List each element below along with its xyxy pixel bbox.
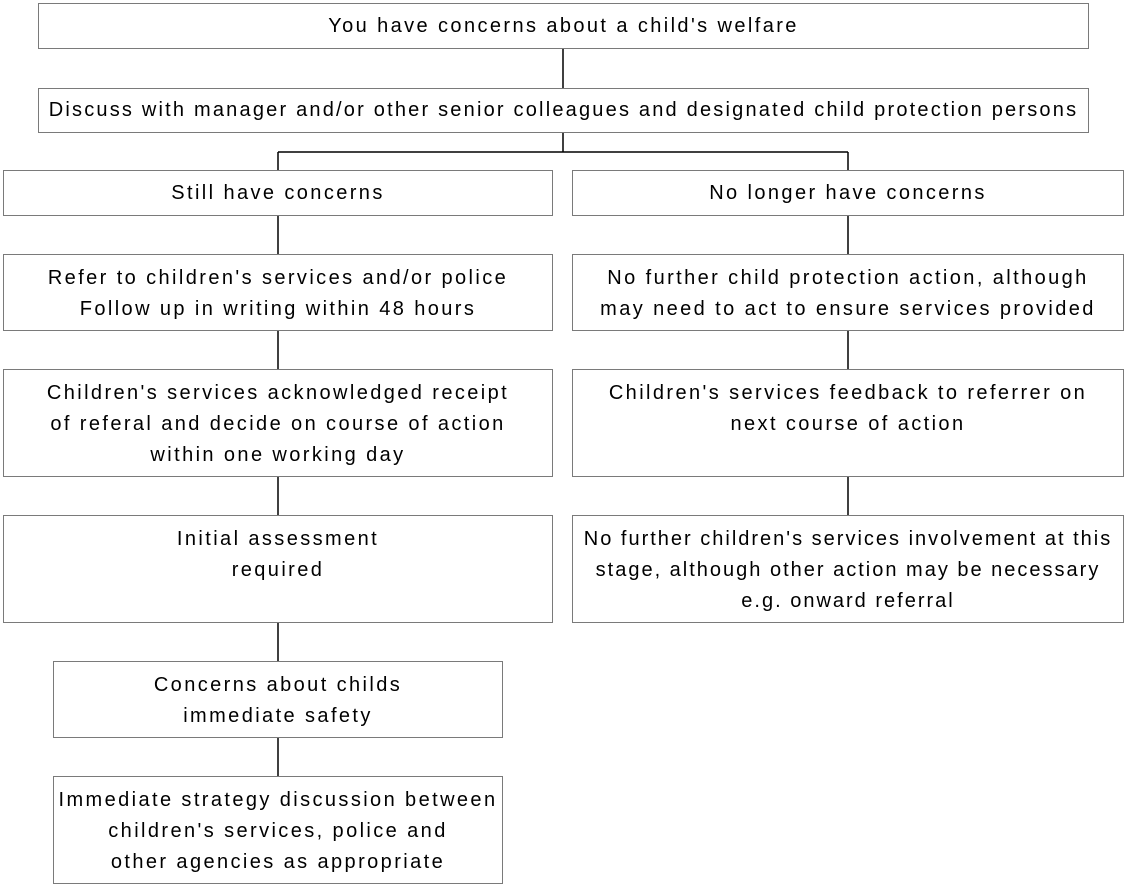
node-no-further-involvement-line-1: No further children's services involvement at this [583,528,1113,550]
node-no-further-involvement-line-3: e.g. onward referral [741,590,955,612]
node-no-further-cp-line-2: may need to act to ensure services provided [600,298,1096,320]
node-acknowledged-line-3: within one working day [150,444,406,466]
node-discuss [38,88,1089,133]
node-refer [3,254,553,331]
node-no-further-cp-line-1: No further child protection action, although [607,267,1089,289]
node-strategy [53,776,503,884]
node-still-concerns [3,170,553,216]
node-acknowledged [3,369,553,477]
node-strategy-line-3: other agencies as appropriate [110,851,446,873]
node-strategy-line-2: children's services, police and [108,820,448,842]
node-discuss-line-1: Discuss with manager and/or other senior colleagues and designated child protection persons [48,99,1079,121]
node-no-further-involvement-line-2: stage, although other action may be necessary [595,559,1101,581]
node-initial-assessment [3,515,553,623]
node-initial-assessment-line-2: required [231,559,325,581]
node-no-further-involvement [572,515,1124,623]
node-acknowledged-line-2: of referal and decide on course of action [50,413,506,435]
node-strategy-line-1: Immediate strategy discussion between [58,789,498,811]
node-acknowledged-line-1: Children's services acknowledged receipt [46,382,510,404]
node-no-longer-concerns [572,170,1124,216]
node-refer-line-2: Follow up in writing within 48 hours [79,298,477,320]
node-immediate-safety-line-2: immediate safety [183,705,373,727]
node-feedback [572,369,1124,477]
node-refer-line-1: Refer to children's services and/or police [47,267,509,289]
node-feedback-line-2: next course of action [730,413,966,435]
node-immediate-safety-line-1: Concerns about childs [153,674,403,696]
node-feedback-line-1: Children's services feedback to referrer on [608,382,1088,404]
node-no-further-cp [572,254,1124,331]
node-start-line-1: You have concerns about a child's welfare [328,14,799,37]
node-initial-assessment-line-1: Initial assessment [176,528,380,550]
node-start [38,3,1089,49]
node-no-longer-concerns-line-1: No longer have concerns [709,181,987,204]
node-immediate-safety [53,661,503,738]
node-still-concerns-line-1: Still have concerns [171,181,385,204]
